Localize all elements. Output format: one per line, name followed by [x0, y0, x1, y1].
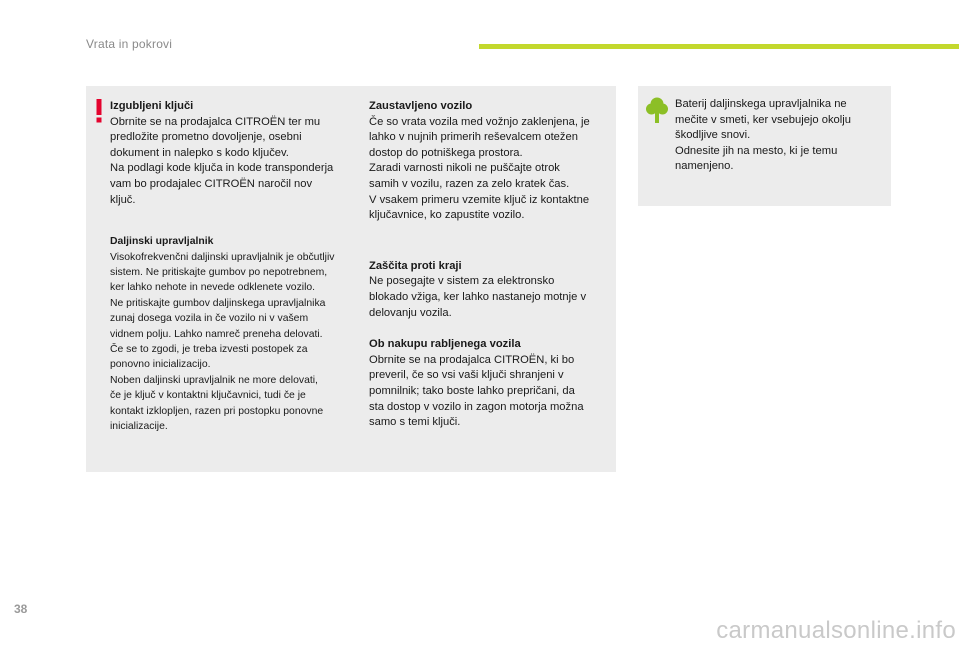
eco-tip-text: Baterij daljinskega upravljalnika ne mečite v smeti, ker vsebujejo okolju škodljive snovi. Odnesite jih na mesto, ki je temu namenjeno. — [675, 98, 851, 173]
warning-right-column — [369, 99, 614, 431]
parked-vehicle-section — [369, 99, 614, 224]
remote-control-heading: Daljinski upravljalnik — [110, 236, 214, 248]
section-title: Vrata in pokrovi — [86, 37, 173, 51]
tree-icon — [646, 97, 668, 123]
used-vehicle-section — [369, 337, 614, 431]
parked-vehicle-text: Če so vrata vozila med vožnjo zaklenjena, je lahko v nujnih primerih reševalcem otežen dostop do potniškega prostora. Zaradi varnosti nikoli ne puščajte otrok samih v vozilu, razen za zelo kratek čas. V vsakem primeru vzemite ključ iz kontaktne ključavnice, ko zapustite vozilo. — [369, 115, 590, 222]
page-number: 38 — [14, 602, 28, 616]
site-watermark: carmanualsonline.info — [716, 617, 956, 644]
used-vehicle-heading: Ob nakupu rabljenega vozila — [369, 338, 521, 351]
used-vehicle-text: Obrnite se na prodajalca CITROËN, ki bo preveril, če so vsi vaši ključi shranjeni v pomnilnik; tako boste lahko prepričani, da sta dostop v vozilo in zagon motorja možna samo s temi ključi. — [369, 353, 584, 429]
exclamation-icon — [94, 99, 104, 123]
remote-control-section — [110, 234, 355, 434]
lost-keys-section — [110, 99, 355, 208]
lost-keys-heading: Izgubljeni ključi — [110, 100, 194, 112]
theft-protection-heading: Zaščita proti kraji — [369, 259, 462, 272]
theft-protection-section — [369, 259, 614, 321]
lost-keys-text: Obrnite se na prodajalca CITROËN ter mu predložite prometno dovoljenje, osebni dokument in nalepko s kodo ključev. Na podlagi kode ključa in kode transponderja vam bo prodajalec CITROËN naročil nov ključ. — [110, 115, 334, 206]
theft-protection-text: Ne posegajte v sistem za elektronsko blokado vžiga, ker lahko nastanejo motnje v delovanju vozila. — [369, 275, 587, 319]
header-accent-rule — [479, 44, 959, 49]
warning-left-column — [110, 99, 355, 434]
parked-vehicle-heading: Zaustavljeno vozilo — [369, 100, 473, 112]
eco-tip-column — [675, 97, 885, 175]
remote-control-text: Visokofrekvenčni daljinski upravljalnik je občutljiv sistem. Ne pritiskajte gumbov po nepotrebnem, ker lahko nehote in nevede odklenete vozilo. Ne pritiskajte gumbov daljinskega upravljalnika zunaj dosega vozila in če vozilo ni v vašem vidnem polju. Lahko namreč preneha delovati. Če se to zgodi, je treba izvesti postopek za ponovno inicializacijo. Noben daljinski upravljalnik ne more delovati, če je ključ v kontaktni ključavnici, tudi če je kontakt izklopljen, razen pri postopku ponovne inicializacije. — [110, 251, 335, 433]
